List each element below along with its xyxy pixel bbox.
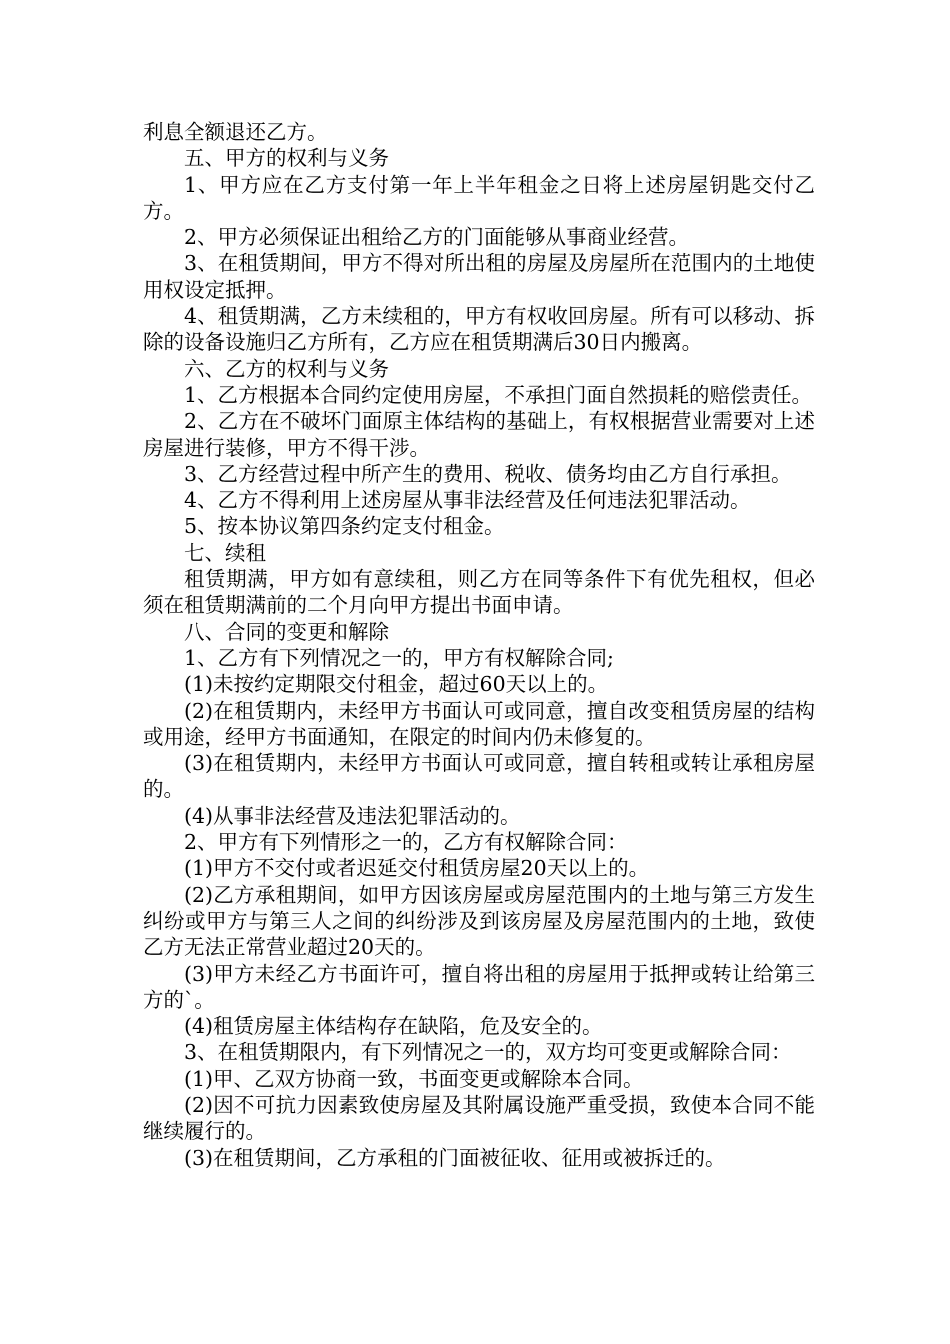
clause-8-1-item-3: (3)在租赁期内，未经甲方书面认可或同意，擅自转租或转让承租房屋的。 [143, 751, 815, 802]
clause-8-1-item-1: (1)未按约定期限交付租金，超过60天以上的。 [184, 672, 609, 697]
section-heading-6: 六、乙方的权利与义务 [184, 356, 389, 381]
section-heading-8: 八、合同的变更和解除 [184, 619, 389, 644]
clause-8-3: 3、在租赁期限内，有下列情况之一的，双方均可变更或解除合同： [184, 1040, 792, 1065]
clause-8-2-item-2: (2)乙方承租期间，如甲方因该房屋或房屋范围内的土地与第三方发生纠纷或甲方与第三人之间的纠纷涉及到该房屋及房屋范围内的土地，致使乙方无法正常营业超过20天的。 [143, 882, 815, 960]
clause-5-1: 1、甲方应在乙方支付第一年上半年租金之日将上述房屋钥匙交付乙方。 [143, 172, 815, 223]
clause-8-2-item-4: (4)租赁房屋主体结构存在缺陷，危及安全的。 [184, 1014, 603, 1039]
clause-8-3-item-1: (1)甲、乙双方协商一致，书面变更或解除本合同。 [184, 1066, 644, 1091]
clause-6-1: 1、乙方根据本合同约定使用房屋，不承担门面自然损耗的赔偿责任。 [184, 382, 813, 407]
clause-7-body: 租赁期满，甲方如有意续租，则乙方在同等条件下有优先租权，但必须在租赁期满前的二个月向甲方提出书面申请。 [143, 567, 815, 618]
clause-8-1: 1、乙方有下列情况之一的，甲方有权解除合同; [184, 645, 614, 670]
clause-8-3-item-2: (2)因不可抗力因素致使房屋及其附属设施严重受损，致使本合同不能继续履行的。 [143, 1092, 815, 1144]
clause-8-1-item-2: (2)在租赁期内，未经甲方书面认可或同意，擅自改变租赁房屋的结构或用途，经甲方书面通知，在限定的时间内仍未修复的。 [143, 698, 815, 749]
clause-6-5: 5、按本协议第四条约定支付租金。 [184, 514, 505, 539]
clause-8-2: 2、甲方有下列情形之一的，乙方有权解除合同： [184, 830, 628, 855]
clause-6-2: 2、乙方在不破坏门面原主体结构的基础上，有权根据营业需要对上述房屋进行装修，甲方不得干涉。 [143, 409, 815, 460]
clause-8-1-item-4: (4)从事非法经营及违法犯罪活动的。 [184, 803, 521, 828]
clause-8-3-item-3: (3)在租赁期间，乙方承租的门面被征收、征用或被拆迁的。 [184, 1145, 726, 1170]
clause-5-3: 3、在租赁期间，甲方不得对所出租的房屋及房屋所在范围内的土地使用权设定抵押。 [143, 251, 815, 302]
document-page [143, 119, 815, 1171]
section-heading-7: 七、续租 [184, 540, 266, 565]
clause-8-2-item-3: (3)甲方未经乙方书面许可，擅自将出租的房屋用于抵押或转让给第三方的`。 [143, 961, 815, 1012]
clause-5-4: 4、租赁期满，乙方未续租的，甲方有权收回房屋。所有可以移动、拆除的设备设施归乙方所有，乙方应在租赁期满后30日内搬离。 [143, 304, 815, 355]
clause-5-2: 2、甲方必须保证出租给乙方的门面能够从事商业经营。 [184, 225, 690, 250]
clause-6-3: 3、乙方经营过程中所产生的费用、税收、债务均由乙方自行承担。 [184, 461, 792, 486]
clause-8-2-item-1: (1)甲方不交付或者迟延交付租赁房屋20天以上的。 [184, 856, 650, 881]
paragraph-continuation: 利息全额退还乙方。 [143, 120, 328, 144]
section-heading-5: 五、甲方的权利与义务 [184, 146, 389, 171]
clause-6-4: 4、乙方不得利用上述房屋从事非法经营及任何违法犯罪活动。 [184, 488, 751, 513]
